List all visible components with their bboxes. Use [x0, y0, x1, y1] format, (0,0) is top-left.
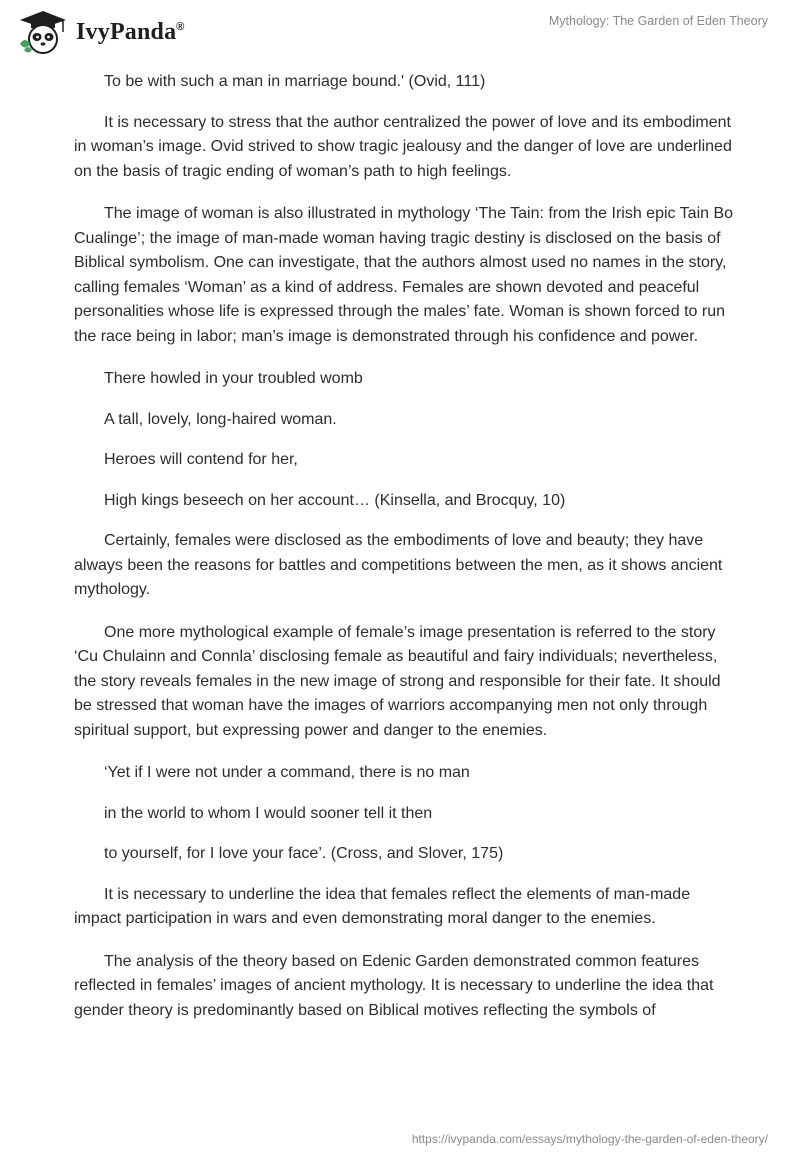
paragraph: It is necessary to underline the idea that females reflect the elements of man-made impact participation in wars and even demonstrating moral danger to the enemies. [74, 885, 691, 927]
paragraph: The image of woman is also illustrated in mythology ‘The Tain: from the Irish epic Tain Bo Cualinge’; the image of man-made woman having tragic destiny is disclosed on the basis of Biblical symbolism. One can investigate, that the authors almost used no names in the story, calling females ‘Woman’ as a kind of address. Females are shown devoted and peaceful personalities whose life is expressed through the males’ fate. Woman is shown forced to run the race being in labor; man’s image is demonstrated through his confidence and power. [74, 205, 734, 345]
site-logo[interactable] [14, 8, 185, 56]
source-url[interactable]: https://ivypanda.com/essays/mythology-the-garden-of-eden-theory/ [411, 1132, 768, 1146]
panda-graduate-icon [14, 8, 72, 56]
verse-line: High kings beseech on her account… (Kinsella, and Brocquy, 10) [104, 491, 566, 509]
paragraph: Certainly, females were disclosed as the embodiments of love and beauty; they have always been the reasons for battles and competitions between the men, as it shows ancient mythology. [74, 532, 723, 598]
paragraph: It is necessary to stress that the author centralized the power of love and its embodiment in woman’s image. Ovid strived to show tragic jealousy and the danger of love are underlined on the basis of tragic ending of woman’s path to high feelings. [74, 113, 732, 180]
document-title: Mythology: The Garden of Eden Theory [548, 14, 768, 28]
verse-line: There howled in your troubled womb [104, 370, 363, 387]
verse-line: ‘Yet if I were not under a command, there is no man [104, 764, 470, 781]
paragraph: One more mythological example of female’s image presentation is referred to the story ‘Cu Chulainn and Connla’ disclosing female as beautiful and fairy individuals; nevertheless, the story reveals females in the new image of strong and responsible for their fate. It should be stressed that woman have the images of warriors accompanying men not only through spiritual support, but expressing power and danger to the enemies. [74, 623, 721, 739]
verse-line: in the world to whom I would sooner tell it then [104, 804, 433, 822]
essay-body [74, 70, 734, 1041]
logo-wordmark: IvyPanda® [76, 18, 185, 45]
verse-line: Heroes will contend for her, [104, 451, 298, 468]
paragraph: The analysis of the theory based on Edenic Garden demonstrated common features reflected in females’ images of ancient mythology. It is necessary to underline the idea that gender theory is predominantly based on Biblical motives reflecting the symbols of [74, 952, 714, 1019]
verse-line: To be with such a man in marriage bound.' (Ovid, 111) [104, 73, 486, 90]
verse-line: to yourself, for I love your face’. (Cross, and Slover, 175) [104, 845, 504, 862]
verse-line: A tall, lovely, long-haired woman. [104, 410, 337, 428]
